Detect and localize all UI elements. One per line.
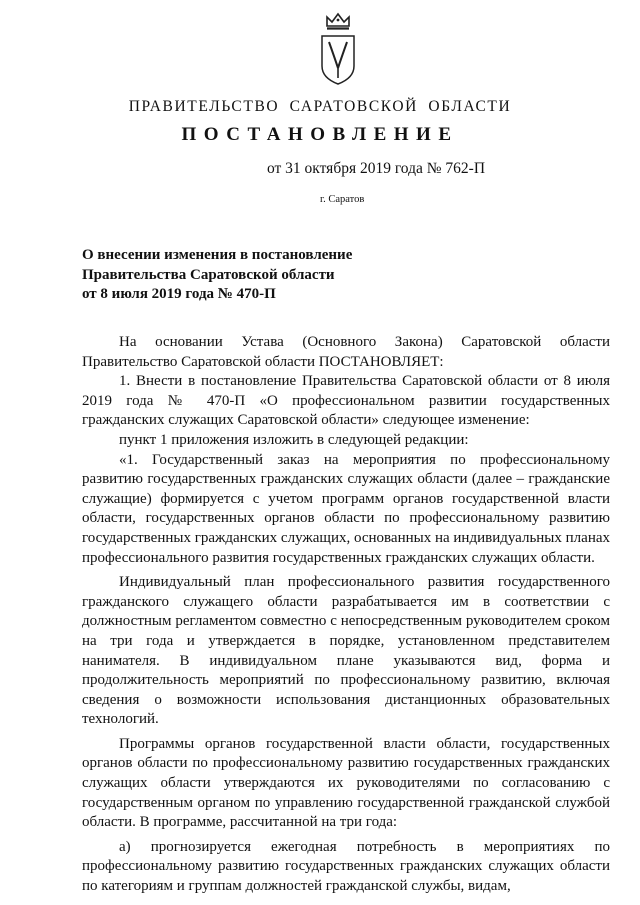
saratov-coat-of-arms-icon (318, 12, 358, 86)
government-name: ПРАВИТЕЛЬСТВО САРАТОВСКОЙ ОБЛАСТИ (128, 98, 512, 115)
document-date-number (0, 160, 640, 178)
city-label: г. Саратов (320, 194, 365, 205)
date-number-text: от 31 октября 2019 года № 762-П (266, 160, 486, 177)
body-paragraph: пункт 1 приложения изложить в следующей редакции: (119, 431, 469, 448)
body-paragraph: На основании Устава (Основного Закона) Саратовской области Правительство Саратовской области ПОСТАНОВЛЯЕТ: (82, 334, 610, 370)
document-type-title: ПОСТАНОВЛЕНИЕ (181, 124, 459, 145)
subject-line: Правительства Саратовской области (82, 266, 335, 283)
body-paragraph: Индивидуальный план профессионального развития государственного гражданского служащего области разрабатывается им в соответствии с должностным регламентом совместно с непосредственным руководителем сроком на три года и утверждается в порядке, установленном представителем нанимателя. В индивидуальном плане указываются вид, форма и продолжительность мероприятий по профессиональному развитию, включая сведения о возможности использования дистанционных образовательных технологий. (82, 574, 610, 728)
document-subject (82, 246, 402, 305)
subject-line: от 8 июля 2019 года № 470-П (82, 286, 276, 302)
subject-line: О внесении изменения в постановление (82, 247, 353, 263)
document-body (82, 333, 610, 897)
body-paragraph: 1. Внести в постановление Правительства Саратовской области от 8 июля 2019 года № 470-П «О профессиональном развитии государственных гражданских служащих Саратовской области» следующее изменение: (82, 373, 610, 429)
body-paragraph: а) прогнозируется ежегодная потребность в мероприятиях по профессиональному развитию государственных гражданских служащих области по категориям и группам должностей гражданской службы, видам, (82, 838, 610, 895)
body-paragraph: Программы органов государственной власти области, государственных органов области по профессиональному развитию государственных гражданских служащих области утверждаются их руководителями по согласованию с государственным органом по управлению государственной гражданской службой области. В программе, рассчитанной на три года: (82, 735, 610, 831)
body-paragraph: «1. Государственный заказ на мероприятия по профессиональному развитию государственных гражданских служащих области (далее – гражданские служащие) формируется с учетом программ органов государственной власти области, государственных органов области по профессиональному развитию государственных гражданских служащих, основанных на индивидуальных планах профессионального развития государственных гражданских служащих области. (82, 451, 610, 566)
